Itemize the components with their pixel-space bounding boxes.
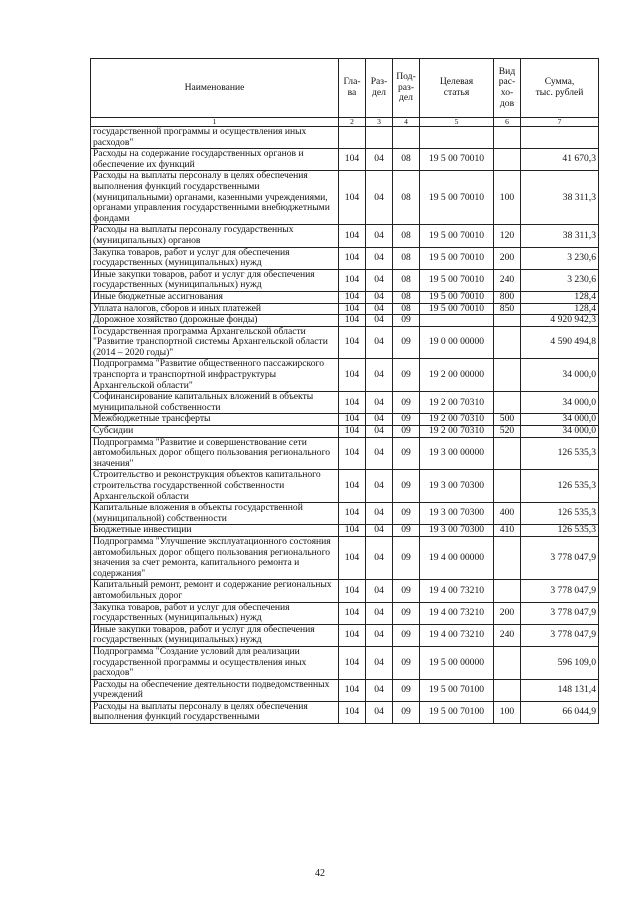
cell-cel: 19 2 00 70310 (420, 392, 494, 414)
column-number: 5 (420, 118, 494, 127)
cell-cel: 19 5 00 70010 (420, 269, 494, 291)
cell-vid (494, 646, 521, 679)
cell-summa: 3 778 047,9 (521, 536, 599, 579)
cell-vid: 410 (494, 525, 521, 537)
table-row (91, 624, 599, 646)
cell-podrazdel: 09 (393, 536, 420, 579)
cell-glava: 104 (339, 580, 366, 602)
cell-glava: 104 (339, 414, 366, 426)
cell-podrazdel: 09 (393, 437, 420, 470)
column-number: 6 (494, 118, 521, 127)
cell-vid: 400 (494, 503, 521, 525)
cell-cel: 19 4 00 73210 (420, 624, 494, 646)
cell-glava: 104 (339, 291, 366, 303)
cell-podrazdel: 09 (393, 679, 420, 701)
cell-podrazdel: 08 (393, 303, 420, 315)
cell-vid (494, 679, 521, 701)
cell-podrazdel: 08 (393, 171, 420, 225)
cell-glava: 104 (339, 149, 366, 171)
cell-name: Дорожное хозяйство (дорожные фонды) (91, 315, 339, 327)
header-summa-text: Сумма, тыс. рублей (535, 76, 584, 98)
cell-razdel: 04 (366, 580, 393, 602)
cell-razdel: 04 (366, 149, 393, 171)
cell-podrazdel: 09 (393, 624, 420, 646)
cell-name: Государственная программа Архангельской области "Развитие транспортной системы Архангельской области (2014 – 2020 годы)" (91, 326, 339, 359)
cell-summa: 34 000,0 (521, 414, 599, 426)
cell-name: Строительство и реконструкция объектов капитального строительства государственной собственности Архангельской области (91, 470, 339, 503)
cell-cel: 19 2 00 70310 (420, 426, 494, 438)
cell-cel: 19 5 00 70100 (420, 701, 494, 723)
cell-vid (494, 326, 521, 359)
header-razdel-text: Раз- дел (370, 76, 388, 98)
header-cel-text: Целевая статья (439, 76, 474, 98)
column-number: 1 (91, 118, 339, 127)
cell-name: Иные закупки товаров, работ и услуг для обеспечения государственных (муниципальных) нужд (91, 624, 339, 646)
cell-razdel: 04 (366, 225, 393, 247)
cell-podrazdel: 09 (393, 414, 420, 426)
cell-name: Подпрограмма "Развитие общественного пассажирского транспорта и транспортной инфраструктуры Архангельской области" (91, 359, 339, 392)
cell-razdel: 04 (366, 414, 393, 426)
cell-cel: 19 5 00 70010 (420, 247, 494, 269)
cell-summa: 34 000,0 (521, 426, 599, 438)
column-number: 3 (366, 118, 393, 127)
cell-podrazdel: 09 (393, 602, 420, 624)
cell-razdel: 04 (366, 247, 393, 269)
cell-podrazdel: 08 (393, 225, 420, 247)
cell-vid (494, 536, 521, 579)
cell-glava: 104 (339, 701, 366, 723)
table-row (91, 414, 599, 426)
cell-vid: 500 (494, 414, 521, 426)
cell-summa: 126 535,3 (521, 503, 599, 525)
table-row (91, 679, 599, 701)
cell-vid: 240 (494, 624, 521, 646)
cell-podrazdel: 09 (393, 470, 420, 503)
cell-vid (494, 580, 521, 602)
cell-razdel: 04 (366, 269, 393, 291)
table-row (91, 437, 599, 470)
cell-cel: 19 3 00 00000 (420, 437, 494, 470)
cell-summa: 3 778 047,9 (521, 602, 599, 624)
cell-summa: 34 000,0 (521, 392, 599, 414)
table-row (91, 149, 599, 171)
cell-vid (494, 315, 521, 327)
cell-cel: 19 4 00 73210 (420, 602, 494, 624)
cell-name: Расходы на выплаты персоналу в целях обеспечения выполнения функций государственными (муниципальными) органами, казенными учреждениями, органами управления государственными внебюджетными фондами (91, 171, 339, 225)
cell-name: Субсидии (91, 426, 339, 438)
cell-vid: 200 (494, 247, 521, 269)
cell-cel: 19 5 00 70010 (420, 225, 494, 247)
table-row (91, 247, 599, 269)
cell-podrazdel: 09 (393, 701, 420, 723)
cell-razdel: 04 (366, 359, 393, 392)
cell-razdel: 04 (366, 602, 393, 624)
cell-name: Софинансирование капитальных вложений в объекты муниципальной собственности (91, 392, 339, 414)
cell-summa: 128,4 (521, 291, 599, 303)
table-row (91, 291, 599, 303)
header-vid-text: Вид рас- хо- дов (498, 65, 516, 109)
cell-cel: 19 5 00 70010 (420, 149, 494, 171)
cell-razdel: 04 (366, 291, 393, 303)
cell-summa: 34 000,0 (521, 359, 599, 392)
cell-name: Капитальные вложения в объекты государственной (муниципальной) собственности (91, 503, 339, 525)
cell-podrazdel: 09 (393, 359, 420, 392)
cell-vid: 240 (494, 269, 521, 291)
cell-razdel: 04 (366, 315, 393, 327)
cell-name: государственной программы и осуществления иных расходов" (91, 127, 339, 149)
cell-glava: 104 (339, 679, 366, 701)
cell-razdel: 04 (366, 426, 393, 438)
cell-razdel: 04 (366, 392, 393, 414)
cell-podrazdel: 09 (393, 392, 420, 414)
cell-glava: 104 (339, 359, 366, 392)
cell-name: Капитальный ремонт, ремонт и содержание региональных автомобильных дорог (91, 580, 339, 602)
cell-glava: 104 (339, 326, 366, 359)
cell-glava: 104 (339, 392, 366, 414)
cell-summa: 66 044,9 (521, 701, 599, 723)
cell-razdel: 04 (366, 503, 393, 525)
column-number: 4 (393, 118, 420, 127)
cell-vid: 850 (494, 303, 521, 315)
header-razdel (366, 59, 393, 118)
cell-razdel: 04 (366, 624, 393, 646)
cell-name: Расходы на выплаты персоналу в целях обеспечения выполнения функций государственными (91, 701, 339, 723)
header-name: Наименование (91, 59, 339, 118)
cell-glava: 104 (339, 437, 366, 470)
cell-summa: 126 535,3 (521, 525, 599, 537)
table-row (91, 171, 599, 225)
cell-summa: 596 109,0 (521, 646, 599, 679)
cell-name: Закупка товаров, работ и услуг для обеспечения государственных (муниципальных) нужд (91, 247, 339, 269)
column-number: 7 (521, 118, 599, 127)
cell-razdel: 04 (366, 536, 393, 579)
cell-vid (494, 127, 521, 149)
cell-summa: 3 778 047,9 (521, 624, 599, 646)
cell-glava: 104 (339, 247, 366, 269)
cell-summa: 3 778 047,9 (521, 580, 599, 602)
cell-summa: 3 230,6 (521, 247, 599, 269)
cell-cel: 19 2 00 00000 (420, 359, 494, 392)
cell-cel: 19 2 00 70310 (420, 414, 494, 426)
cell-razdel: 04 (366, 171, 393, 225)
cell-glava: 104 (339, 426, 366, 438)
cell-name: Расходы на содержание государственных органов и обеспечение их функций (91, 149, 339, 171)
cell-podrazdel: 09 (393, 503, 420, 525)
cell-razdel: 04 (366, 437, 393, 470)
cell-cel: 19 3 00 70300 (420, 525, 494, 537)
header-cel (420, 59, 494, 118)
cell-name: Бюджетные инвестиции (91, 525, 339, 537)
cell-glava: 104 (339, 303, 366, 315)
cell-summa: 41 670,3 (521, 149, 599, 171)
cell-cel (420, 127, 494, 149)
table-row (91, 602, 599, 624)
cell-cel: 19 5 00 70010 (420, 303, 494, 315)
cell-razdel: 04 (366, 470, 393, 503)
cell-glava: 104 (339, 225, 366, 247)
table-row (91, 326, 599, 359)
cell-vid: 800 (494, 291, 521, 303)
cell-summa: 4 590 494,8 (521, 326, 599, 359)
cell-podrazdel: 08 (393, 149, 420, 171)
page-number: 42 (315, 868, 325, 879)
cell-glava (339, 127, 366, 149)
table-row (91, 580, 599, 602)
cell-name: Межбюджетные трансферты (91, 414, 339, 426)
header-podrazdel-text: Под- раз- дел (396, 71, 416, 104)
header-summa (521, 59, 599, 118)
header-glava (339, 59, 366, 118)
cell-name: Иные закупки товаров, работ и услуг для обеспечения государственных (муниципальных) нужд (91, 269, 339, 291)
cell-vid: 120 (494, 225, 521, 247)
cell-cel: 19 5 00 70100 (420, 679, 494, 701)
cell-vid: 520 (494, 426, 521, 438)
table-row (91, 701, 599, 723)
cell-glava: 104 (339, 269, 366, 291)
cell-summa: 126 535,3 (521, 470, 599, 503)
cell-cel: 19 4 00 73210 (420, 580, 494, 602)
table-row (91, 646, 599, 679)
cell-glava: 104 (339, 602, 366, 624)
cell-glava: 104 (339, 503, 366, 525)
table-body (91, 127, 599, 724)
table-row (91, 269, 599, 291)
cell-name: Расходы на обеспечение деятельности подведомственных учреждений (91, 679, 339, 701)
cell-podrazdel: 09 (393, 315, 420, 327)
cell-glava: 104 (339, 470, 366, 503)
cell-razdel: 04 (366, 303, 393, 315)
table-row (91, 359, 599, 392)
cell-summa: 4 920 942,3 (521, 315, 599, 327)
header-vid (494, 59, 521, 118)
cell-summa: 3 230,6 (521, 269, 599, 291)
table-row (91, 470, 599, 503)
cell-podrazdel: 09 (393, 326, 420, 359)
cell-razdel: 04 (366, 679, 393, 701)
cell-cel: 19 4 00 00000 (420, 536, 494, 579)
cell-glava: 104 (339, 536, 366, 579)
header-podrazdel (393, 59, 420, 118)
cell-summa: 38 311,3 (521, 225, 599, 247)
cell-podrazdel: 09 (393, 525, 420, 537)
cell-cel: 19 3 00 70300 (420, 470, 494, 503)
cell-podrazdel: 09 (393, 646, 420, 679)
cell-summa: 148 131,4 (521, 679, 599, 701)
table-row (91, 303, 599, 315)
cell-razdel: 04 (366, 646, 393, 679)
cell-cel: 19 3 00 70300 (420, 503, 494, 525)
cell-podrazdel: 08 (393, 291, 420, 303)
cell-name: Подпрограмма "Улучшение эксплуатационного состояния автомобильных дорог общего пользования регионального значения за счет ремонта, капитального ремонта и содержания" (91, 536, 339, 579)
cell-razdel: 04 (366, 525, 393, 537)
cell-name: Иные бюджетные ассигнования (91, 291, 339, 303)
header-glava-text: Гла- ва (343, 76, 361, 98)
cell-summa: 38 311,3 (521, 171, 599, 225)
cell-glava: 104 (339, 646, 366, 679)
header-row (91, 59, 599, 118)
cell-name: Закупка товаров, работ и услуг для обеспечения государственных (муниципальных) нужд (91, 602, 339, 624)
cell-cel: 19 5 00 70010 (420, 171, 494, 225)
cell-cel: 19 5 00 00000 (420, 646, 494, 679)
table-row (91, 315, 599, 327)
cell-podrazdel: 09 (393, 580, 420, 602)
column-number: 2 (339, 118, 366, 127)
cell-cel: 19 5 00 70010 (420, 291, 494, 303)
cell-podrazdel: 08 (393, 269, 420, 291)
cell-summa (521, 127, 599, 149)
cell-vid (494, 470, 521, 503)
budget-table (90, 58, 599, 724)
table-row (91, 225, 599, 247)
table-row (91, 426, 599, 438)
cell-cel: 19 0 00 00000 (420, 326, 494, 359)
cell-razdel: 04 (366, 701, 393, 723)
table-row (91, 536, 599, 579)
cell-podrazdel (393, 127, 420, 149)
cell-vid: 200 (494, 602, 521, 624)
cell-vid (494, 392, 521, 414)
cell-vid (494, 149, 521, 171)
cell-summa: 128,4 (521, 303, 599, 315)
cell-razdel: 04 (366, 326, 393, 359)
cell-glava: 104 (339, 525, 366, 537)
cell-podrazdel: 08 (393, 247, 420, 269)
cell-summa: 126 535,3 (521, 437, 599, 470)
cell-vid (494, 437, 521, 470)
cell-glava: 104 (339, 171, 366, 225)
table-row (91, 127, 599, 149)
cell-razdel (366, 127, 393, 149)
table-row (91, 392, 599, 414)
cell-cel (420, 315, 494, 327)
cell-vid (494, 359, 521, 392)
cell-podrazdel: 09 (393, 426, 420, 438)
cell-vid: 100 (494, 701, 521, 723)
cell-glava: 104 (339, 315, 366, 327)
cell-glava: 104 (339, 624, 366, 646)
cell-name: Расходы на выплаты персоналу государственных (муниципальных) органов (91, 225, 339, 247)
cell-name: Подпрограмма "Развитие и совершенствование сети автомобильных дорог общего пользования регионального значения" (91, 437, 339, 470)
table-row (91, 525, 599, 537)
cell-vid: 100 (494, 171, 521, 225)
cell-name: Уплата налогов, сборов и иных платежей (91, 303, 339, 315)
table-row (91, 503, 599, 525)
cell-name: Подпрограмма "Создание условий для реализации государственной программы и осуществления иных расходов" (91, 646, 339, 679)
